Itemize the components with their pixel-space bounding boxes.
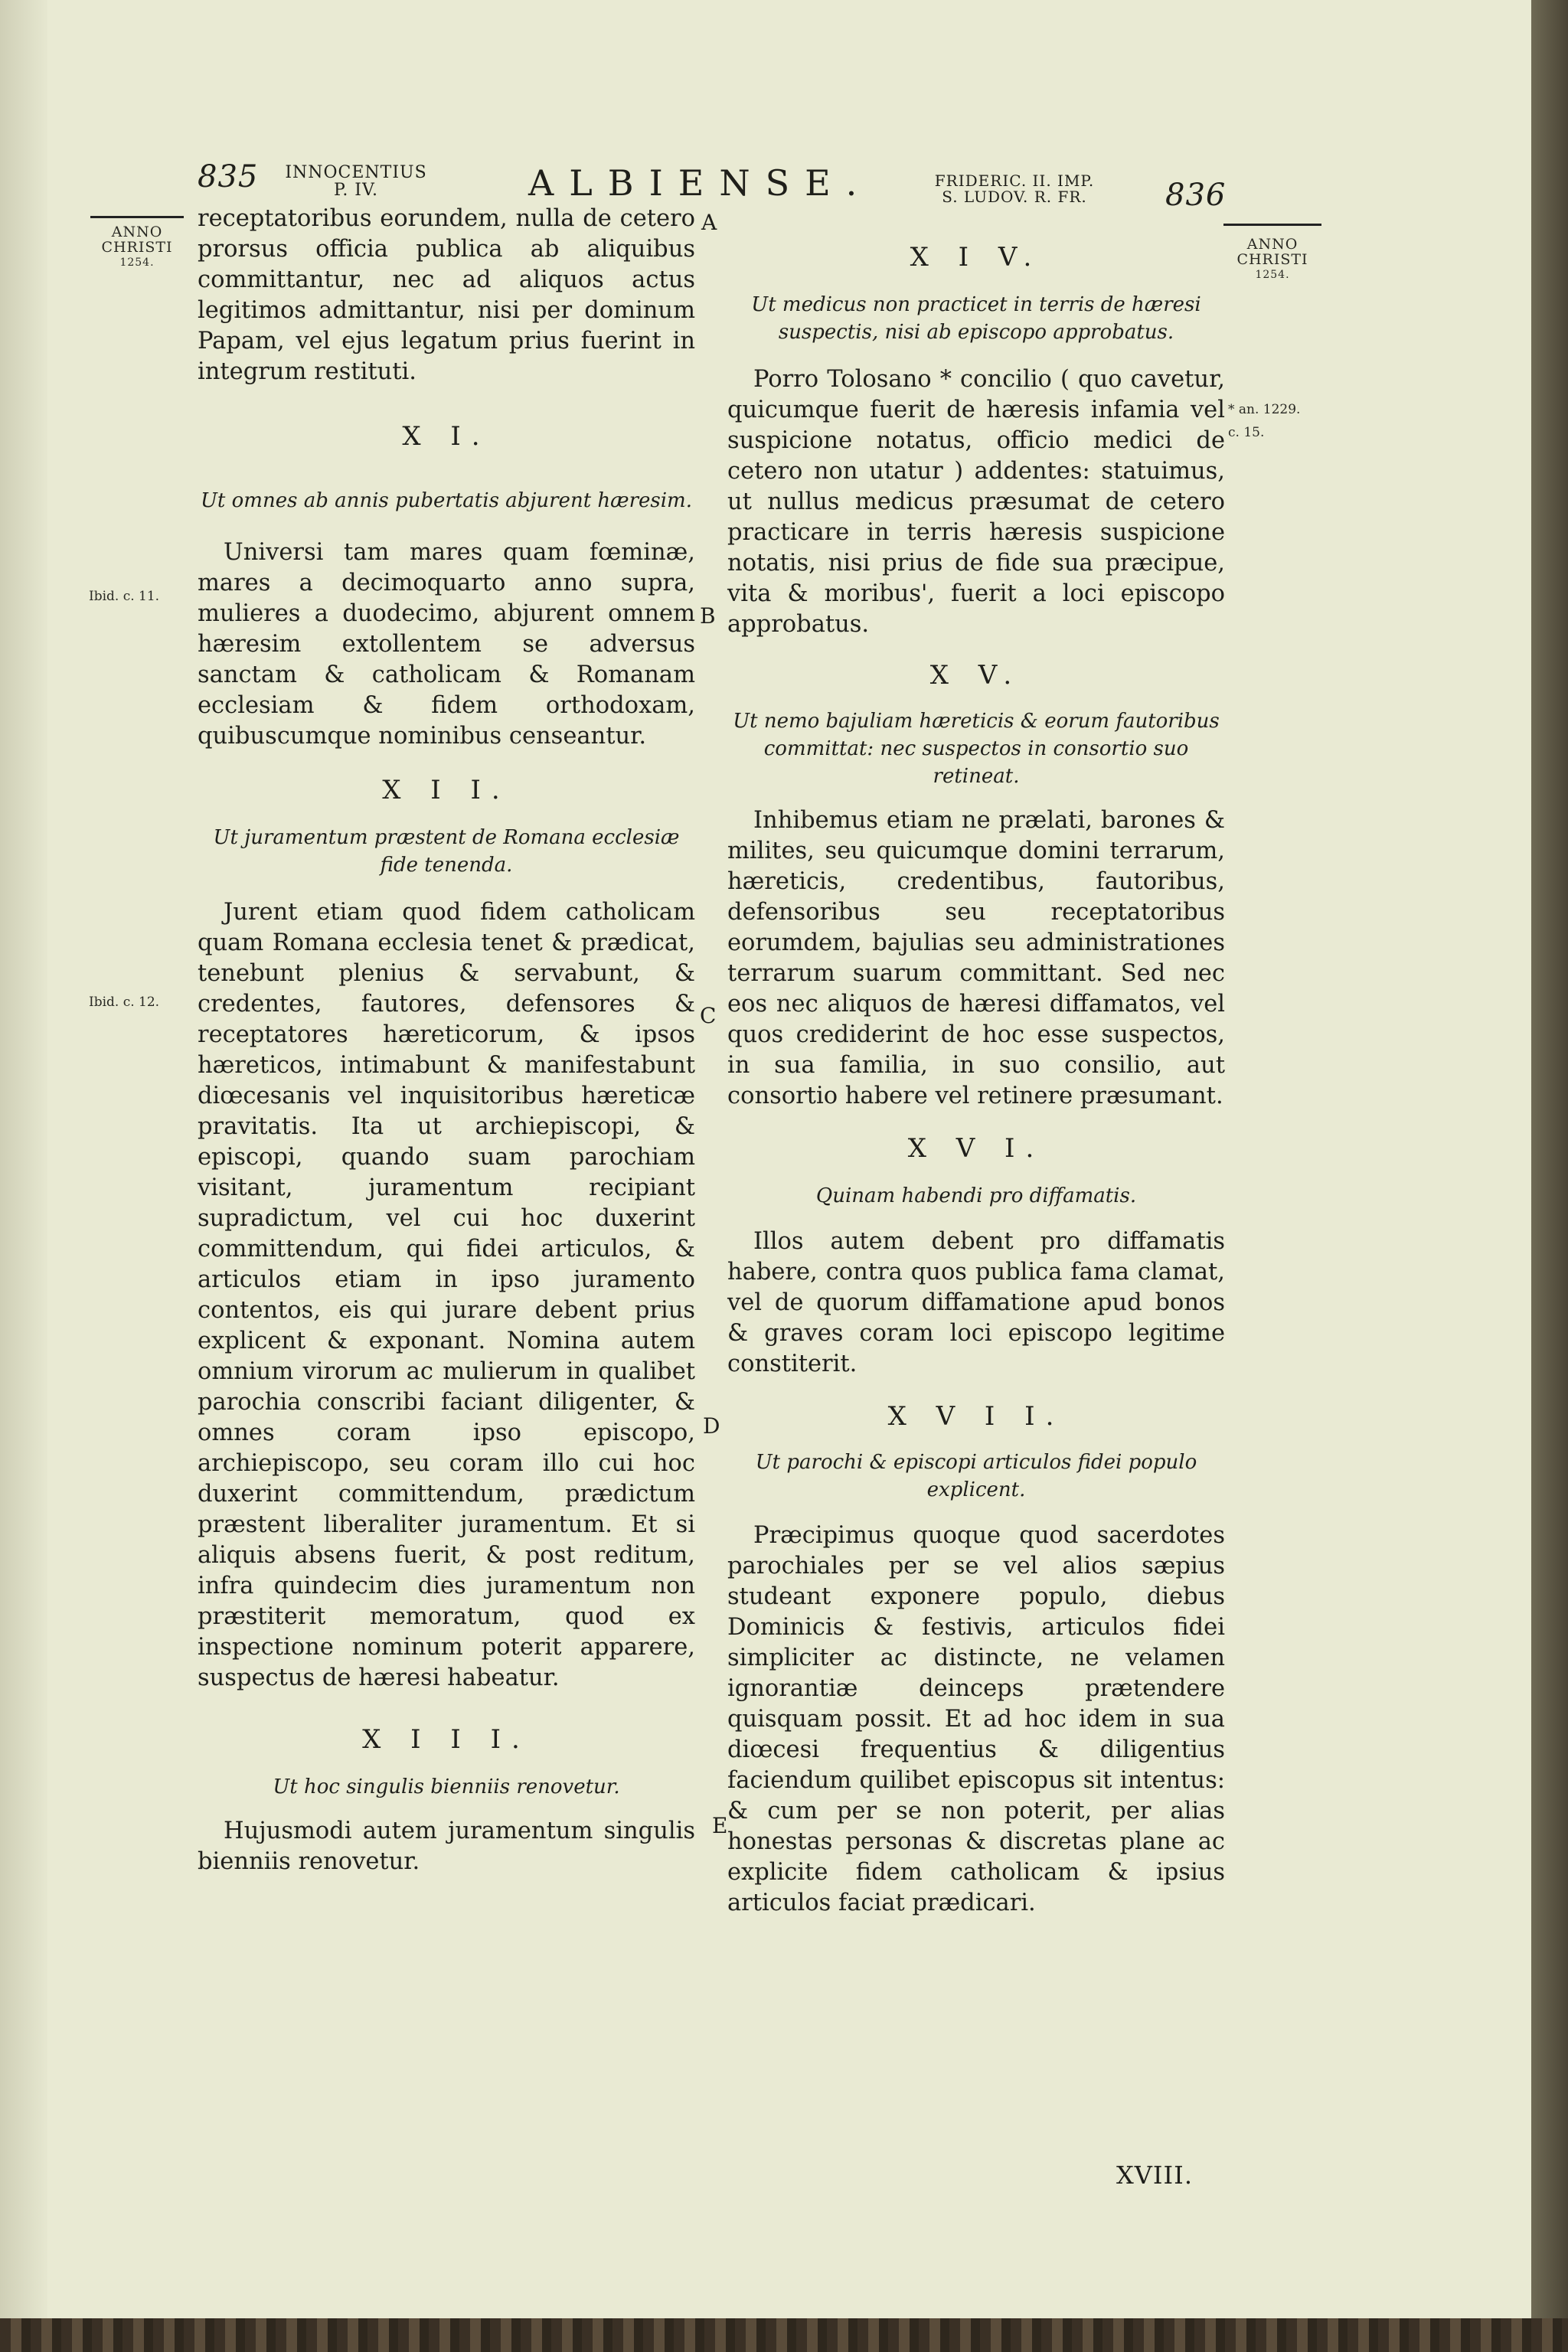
king-name: S. LUDOV. R. FR. xyxy=(942,188,1087,206)
anno-rule-left xyxy=(90,216,184,218)
christi-label: CHRISTI xyxy=(1236,251,1308,268)
section-number-xiv: X I V. xyxy=(910,242,1043,273)
section-number-xvii: X V I I. xyxy=(887,1401,1065,1432)
emperor-name: FRIDERIC. II. IMP. xyxy=(934,172,1095,190)
facing-page-edge xyxy=(0,0,47,2318)
right-column xyxy=(727,242,1225,1919)
book-edge-right xyxy=(1531,0,1568,2352)
section-number-xiii: X I I I. xyxy=(362,1724,531,1755)
ref-c: c. 15. xyxy=(1228,425,1265,440)
section-text-xiv: Porro Tolosano * concilio ( quo cavetur, quicumque fuerit de hæresis infamia vel suspicione notatus, officio medici de cetero non utatur ) addentes: statuimus, ut nullus medicus præsumat de cetero practicare in terris hæresis suspicione notatis, nisi prius de fide sua præcipue, vita & moribus', fuerit a loci episcopo approbatus. xyxy=(727,366,1225,638)
section-text-xvi: Illos autem debent pro diffamatis habere, contra quos publica fama clamat, vel de quorum diffamatione apud bonos & graves coram loci episcopo legitime constiterit. xyxy=(727,1228,1225,1377)
section-number-xvi: X V I. xyxy=(907,1133,1045,1164)
ref-xii: Ibid. c. 12. xyxy=(89,995,160,1010)
section-number-xv: X V. xyxy=(929,660,1023,691)
section-title-xiii: Ut hoc singulis bienniis renovetur. xyxy=(273,1775,620,1798)
pope-name: INNOCENTIUS xyxy=(285,163,427,182)
pope-heading xyxy=(283,164,429,199)
section-title-xii: Ut juramentum præstent de Romana ecclesiæ fide tenenda. xyxy=(213,826,680,877)
section-letter-c: C xyxy=(700,1003,717,1028)
christi-label: CHRISTI xyxy=(101,239,173,256)
section-title-xvii: Ut parochi & episcopi articulos fidei populo explicent. xyxy=(755,1451,1197,1501)
catchword: XVIII. xyxy=(1116,2161,1193,2190)
anno-christi-left xyxy=(90,216,184,270)
section-title-xi: Ut omnes ab annis pubertatis abjurent hæresim. xyxy=(201,489,692,512)
left-column xyxy=(198,204,695,1877)
anno-christi-right xyxy=(1223,224,1321,283)
right-page-number: 836 xyxy=(1165,178,1227,213)
ruler-heading xyxy=(911,173,1118,205)
section-text-xi: Universi tam mares quam fœminæ, mares a decimoquarto anno supra, mulieres a duodecimo, abjurent omnem hæresim extollentem se adversus sanctam & catholicam & Romanam ecclesiam & fidem orthodoxam, quibuscumque nominibus censeantur. xyxy=(198,539,695,750)
running-title: ALBIENSE. xyxy=(528,162,873,204)
section-text-xvii: Præcipimus quoque quod sacerdotes parochiales per se vel alios sæpius studeant exponere populo, diebus Dominicis & festivis, articulos fidei simpliciter ac distincte, ne velamen ignorantiæ deinceps prætendere quisquam possit. Et ad hoc idem in sua diœcesi frequentius & diligentius faciendum quilibet episcopus sit intentus: & cum per se non poterit, per alias honestas personas & discretas plane ac explicite fidem catholicam & ipsius articulos faciat prædicari. xyxy=(727,1522,1225,1916)
ref-xi: Ibid. c. 11. xyxy=(89,589,160,604)
year-label: 1254. xyxy=(119,256,155,269)
section-title-xv: Ut nemo bajuliam hæreticis & eorum fautoribus committat: nec suspectos in consortio suo retineat. xyxy=(733,710,1220,788)
year-label: 1254. xyxy=(1255,269,1290,281)
left-page-number: 835 xyxy=(198,159,259,194)
section-title-xvi: Quinam habendi pro diffamatis. xyxy=(815,1184,1137,1207)
section-number-xii: X I I. xyxy=(382,775,511,805)
section-text-xv: Inhibemus etiam ne prælati, barones & milites, seu quicumque domini terrarum, hæreticis, credentibus, fautoribus, defensoribus seu receptatoribus eorumdem, bajulias seu administrationes terrarum suarum committant. Sed nec eos nec aliquos de hæresi diffamatos, vel quos crediderint de hoc esse suspectos, in sua familia, in suo consilio, aut consortio habere vel retinere præsumant. xyxy=(727,807,1225,1109)
section-number-xi: X I. xyxy=(402,421,491,452)
book-edge-bottom xyxy=(0,2318,1568,2352)
ref-an: * an. 1229. xyxy=(1228,402,1301,417)
section-letter-e: E xyxy=(712,1813,728,1838)
anno-rule-right xyxy=(1223,224,1321,226)
section-text-xii: Jurent etiam quod fidem catholicam quam Romana ecclesia tenet & prædicat, tenebunt plenius & servabunt, & credentes, fautores, defensores & receptatores hæreticorum, & ipsos hæreticos, intimabunt & manifestabunt diœcesanis vel inquisitoribus hæreticæ pravitatis. Ita ut archiepiscopi, & episcopi, quando suam parochiam visitant, juramentum recipiant supradictum, vel cui hoc duxerint committendum, qui fidei articulos, & articulos etiam in ipso juramento contentos, eis qui jurare debent prius explicent & exponant. Nomina autem omnium virorum ac mulierum in qualibet parochia conscribi faciant diligenter, & omnes coram ipso episcopo, archiepiscopo, seu coram illo cui hoc duxerint committendum, prædictum præstent liberaliter juramentum. Et si aliquis absens fuerit, & post reditum, infra quindecim dies juramentum non præstiterit memoratum, quod ex inspectione nominum poterit apparere, suspectus de hæresi habeatur. xyxy=(198,899,695,1691)
anno-label: ANNO xyxy=(1246,236,1298,253)
section-letter-a: A xyxy=(701,210,717,235)
anno-label: ANNO xyxy=(111,224,163,240)
section-text-xiii: Hujusmodi autem juramentum singulis bienniis renovetur. xyxy=(198,1818,695,1875)
section-letter-b: B xyxy=(700,603,716,629)
section-title-xiv: Ut medicus non practicet in terris de hæresi suspectis, nisi ab episcopo approbatus. xyxy=(751,293,1201,344)
left-opening-text: receptatoribus eorundem, nulla de cetero prorsus officia publica ab aliquibus committantur, nec ad aliquos actus legitimos admittantur, nisi per dominum Papam, vel ejus legatum prius fuerint in integrum restituti. xyxy=(198,205,695,385)
pope-number: P. IV. xyxy=(333,181,379,201)
section-letter-d: D xyxy=(703,1413,720,1439)
